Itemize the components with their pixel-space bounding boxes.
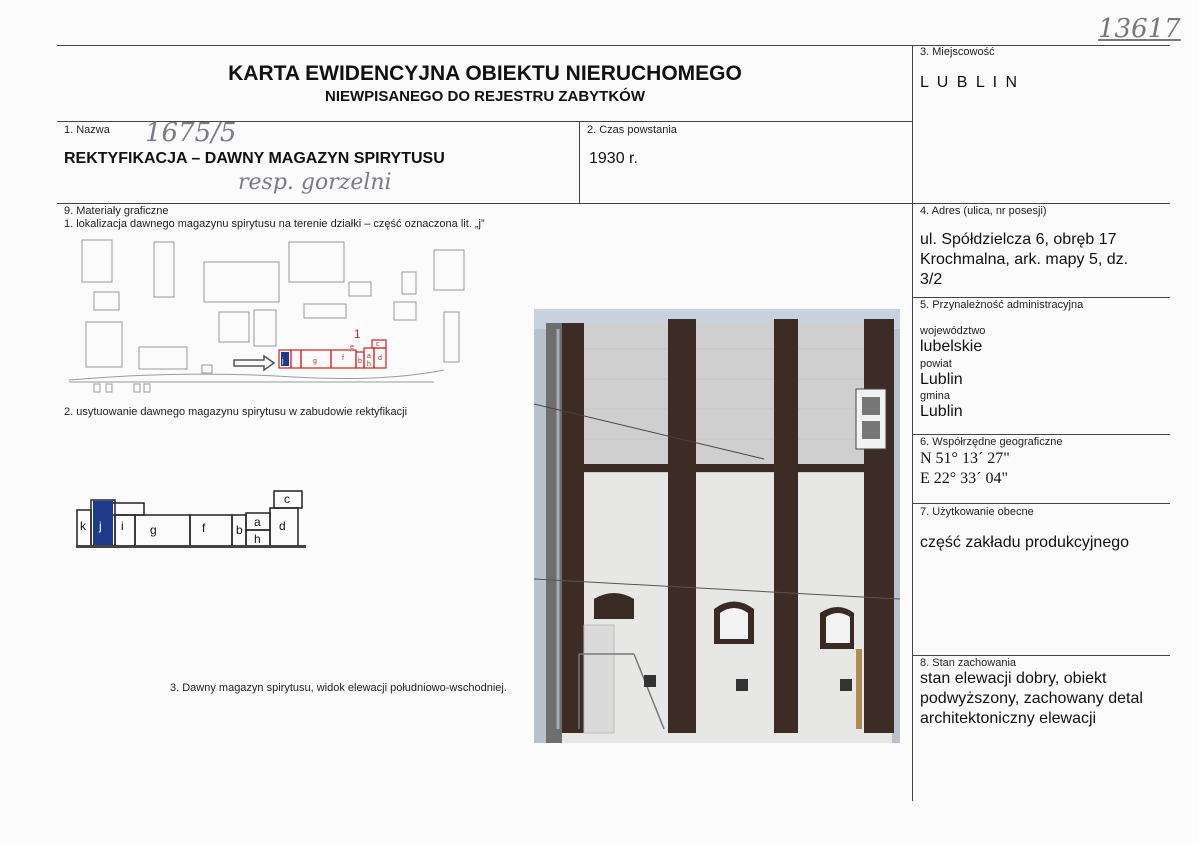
nazwa-value: REKTYFIKACJA – DAWNY MAGAZYN SPIRYTUSU — [64, 150, 445, 167]
sheet-number: 13617 — [1098, 14, 1181, 44]
gmina-value: Lublin — [920, 403, 963, 420]
miejscowosc-label: 3. Miejscowość — [920, 46, 995, 58]
plan-label-c: c — [284, 492, 290, 506]
plan-label-g: g — [150, 523, 157, 537]
adres-line1: ul. Spółdzielcza 6, obręb 17 — [920, 231, 1117, 248]
wojewodztwo-label: województwo — [920, 325, 986, 337]
map-label-g: g — [313, 358, 317, 365]
stan-label: 8. Stan zachowania — [920, 657, 1017, 669]
plan-label-f: f — [202, 521, 206, 535]
nazwa-label: 1. Nazwa — [64, 124, 110, 136]
powiat-label: powiat — [920, 358, 952, 370]
right-column-border — [912, 45, 913, 801]
stan-line2: podwyższony, zachowany detal — [920, 690, 1143, 707]
building-plan — [74, 488, 314, 552]
plan-label-a: a — [254, 515, 261, 529]
map-label-h: h — [367, 361, 371, 368]
building-photo — [534, 309, 900, 743]
stan-line1: stan elewacji dobry, obiekt — [920, 670, 1107, 687]
r-divider-8 — [912, 655, 1170, 656]
przynaleznosc-label: 5. Przynależność administracyjna — [920, 299, 1084, 311]
plan-label-k: k — [80, 519, 86, 533]
plan-label-h: h — [254, 532, 261, 546]
map-label-b: b — [358, 358, 362, 365]
wspolrzedne-label: 6. Współrzędne geograficzne — [920, 436, 1063, 448]
r-divider-7 — [912, 503, 1170, 504]
plan-label-b: b — [236, 523, 243, 537]
r-divider-6 — [912, 434, 1170, 435]
plan-label-i: i — [121, 519, 124, 533]
page-subtitle: NIEWPISANEGO DO REJESTRU ZABYTKÓW — [324, 88, 646, 105]
materialy-item2: 2. usytuowanie dawnego magazynu spirytusu w zabudowie rektyfikacji — [64, 406, 408, 418]
map-label-a: a — [367, 353, 371, 360]
powiat-value: Lublin — [920, 371, 963, 388]
map-label-f: f — [342, 355, 344, 362]
materialy-label: 9. Materiały graficzne — [64, 205, 169, 217]
nazwa-divider — [57, 203, 1170, 204]
r-divider-5 — [912, 297, 1170, 298]
coord-n: N 51° 13´ 27" — [920, 450, 1010, 467]
nazwa-handwritten-note: resp. gorzelni — [238, 170, 392, 195]
coord-e: E 22° 33´ 04" — [920, 470, 1009, 487]
czas-label: 2. Czas powstania — [587, 124, 677, 136]
top-border — [57, 45, 1170, 46]
uzytkowanie-label: 7. Użytkowanie obecne — [920, 506, 1034, 518]
plan-label-j: j — [99, 519, 102, 533]
page-title: KARTA EWIDENCYJNA OBIEKTU NIERUCHOMEGO — [228, 62, 742, 85]
site-map — [64, 232, 476, 397]
map-label-d: d — [378, 355, 382, 362]
map-label-c: c — [376, 341, 380, 348]
adres-label: 4. Adres (ulica, nr posesji) — [920, 205, 1047, 217]
nazwa-handwritten-number: 1675/5 — [145, 118, 237, 148]
nazwa-czas-divider — [579, 121, 580, 203]
map-marker: 1 — [354, 327, 361, 341]
stan-line3: architektoniczny elewacji — [920, 710, 1097, 727]
map-label-e: e — [350, 344, 354, 351]
materialy-item1: 1. lokalizacja dawnego magazynu spirytusu na terenie działki – część oznaczona lit. „j” — [64, 218, 485, 230]
plan-label-d: d — [279, 519, 286, 533]
gmina-label: gmina — [920, 390, 950, 402]
miejscowosc-value: L U B L I N — [920, 74, 1020, 91]
uzytkowanie-value: część zakładu produkcyjnego — [920, 534, 1130, 551]
adres-line3: 3/2 — [920, 271, 943, 288]
map-label-j: j — [282, 358, 284, 365]
czas-value: 1930 r. — [589, 150, 638, 167]
materialy-item3: 3. Dawny magazyn spirytusu, widok elewacji południowo-wschodniej. — [170, 682, 507, 694]
wojewodztwo-value: lubelskie — [920, 338, 983, 355]
adres-line2: Krochmalna, ark. mapy 5, dz. — [920, 251, 1129, 268]
